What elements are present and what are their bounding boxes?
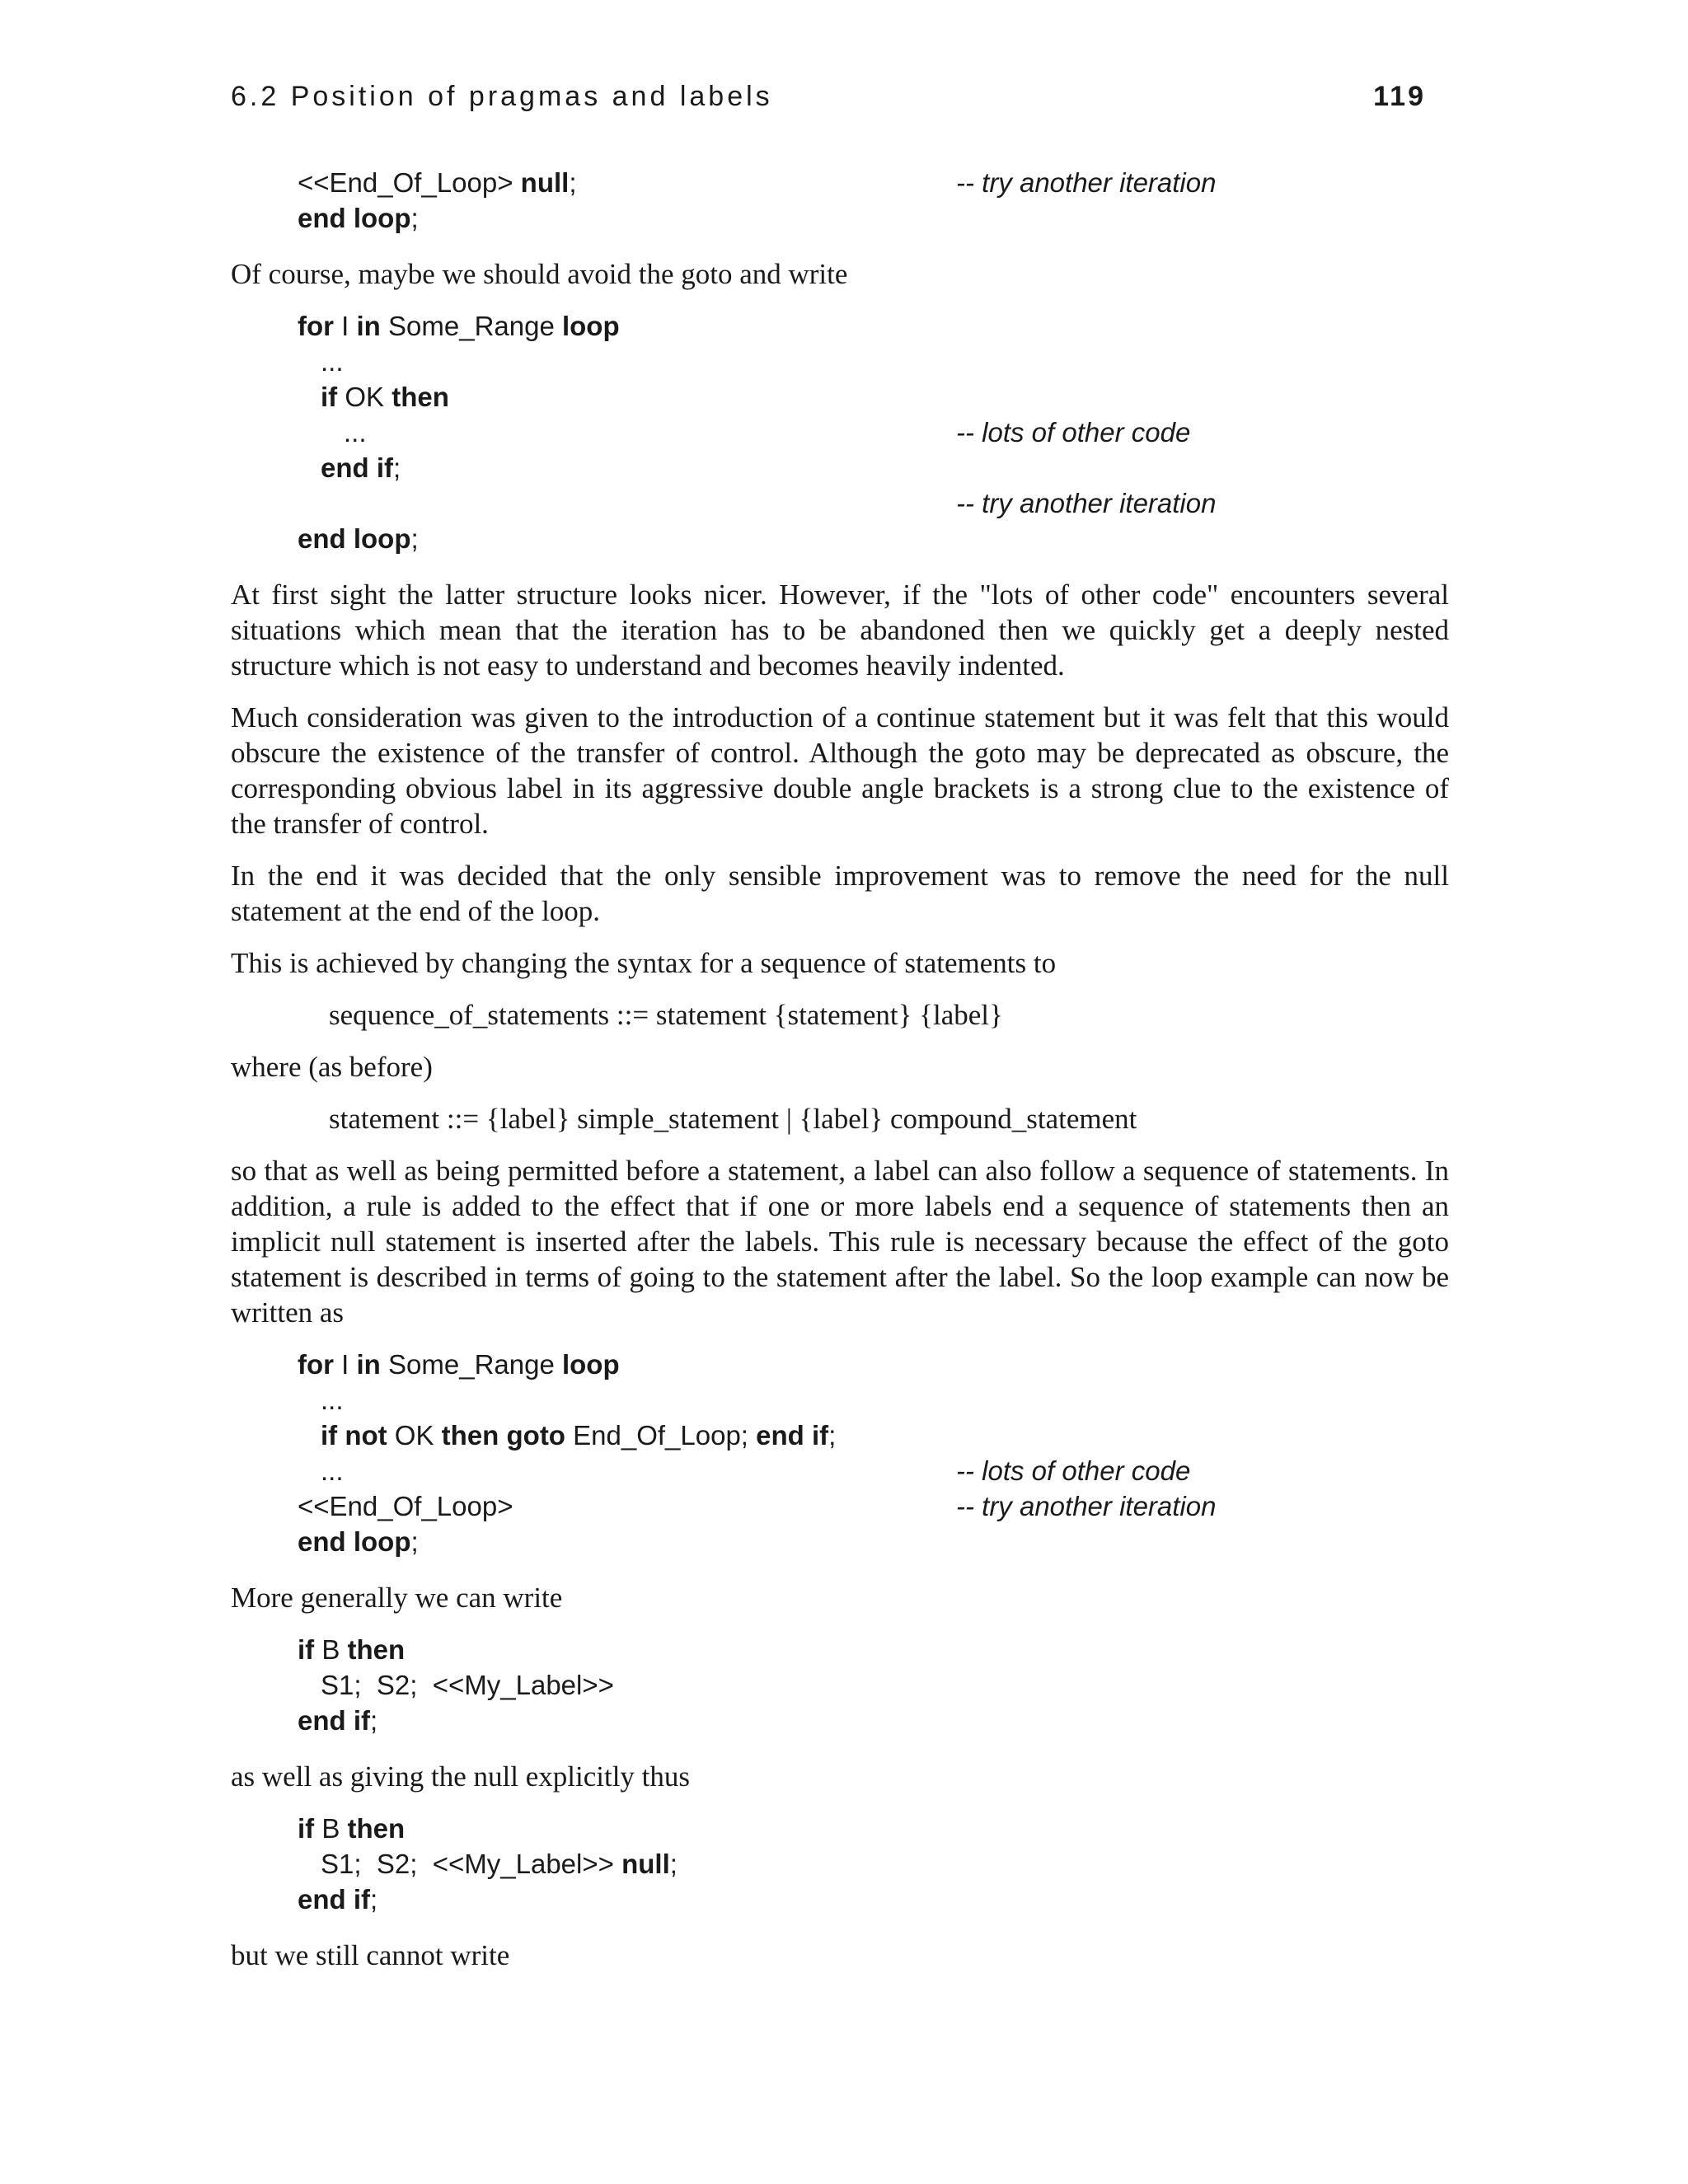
paragraph: More generally we can write	[231, 1582, 563, 1614]
syntax-rule: sequence_of_statements ::= statement {statement} {label}	[329, 999, 1003, 1031]
code-line: end loop;	[298, 1526, 419, 1557]
code-line	[298, 485, 1449, 521]
code-line: if B then	[298, 1634, 406, 1665]
code-line: end if;	[321, 452, 401, 483]
code-line: if OK then	[321, 382, 449, 412]
code-line: ...	[321, 1385, 344, 1415]
paragraph: as well as giving the null explicitly thus	[231, 1760, 691, 1793]
code-comment: -- try another iteration	[956, 1491, 1217, 1521]
code-line: if not OK then goto End_Of_Loop; end if;	[321, 1420, 837, 1451]
code-block-2	[298, 308, 1449, 556]
section-title: 6.2 Position of pragmas and labels	[231, 81, 773, 112]
page-content	[231, 165, 1449, 1990]
page-number: 119	[1373, 81, 1426, 112]
code-line: for I in Some_Range loop	[298, 1349, 620, 1380]
code-block-1	[298, 165, 1449, 236]
code-comment: -- try another iteration	[956, 488, 1217, 518]
paragraph: Of course, maybe we should avoid the goto and write	[231, 258, 848, 290]
code-line: S1; S2; <<My_Label>> null;	[321, 1849, 678, 1879]
code-line: <<End_Of_Loop> -- try another iteration	[298, 1488, 1449, 1524]
paragraph: This is achieved by changing the syntax for a sequence of statements to	[231, 947, 1057, 979]
syntax-rule: statement ::= {label} simple_statement | {label} compound_statement	[329, 1103, 1137, 1135]
code-block-5	[298, 1811, 1449, 1917]
code-line: ... -- lots of other code	[298, 415, 1449, 450]
code-block-4	[298, 1632, 1449, 1738]
paragraph: Much consideration was given to the introduction of a continue statement but it was felt that this would obscure the existence of the transfer of control. Although the goto may be deprecated as obscure, the corresponding obvious label in its aggressive double angle brackets is a strong clue to the existence of the transfer of control.	[231, 701, 1449, 840]
paragraph: so that as well as being permitted before a statement, a label can also follow a sequence of statements. In addition, a rule is added to the effect that if one or more labels end a sequence of statements then an implicit null statement is inserted after the labels. This rule is necessary because the effect of the goto statement is described in terms of going to the statement after the label. So the loop example can now be written as	[231, 1155, 1449, 1329]
paragraph: but we still cannot write	[231, 1939, 510, 1971]
code-line: end loop;	[298, 523, 419, 554]
code-line: end if;	[298, 1884, 378, 1915]
code-comment: -- lots of other code	[956, 1455, 1191, 1486]
code-line: <<End_Of_Loop> null; -- try another iteration	[298, 165, 1449, 200]
code-comment: -- lots of other code	[956, 417, 1191, 448]
code-line: end if;	[298, 1705, 378, 1736]
running-header	[231, 81, 1457, 117]
code-line: if B then	[298, 1813, 406, 1844]
code-block-3	[298, 1347, 1449, 1559]
code-line: ... -- lots of other code	[298, 1453, 1449, 1488]
code-line: ...	[321, 346, 344, 377]
code-line: for I in Some_Range loop	[298, 311, 620, 341]
code-line: S1; S2; <<My_Label>>	[321, 1670, 614, 1700]
paragraph: where (as before)	[231, 1051, 433, 1083]
paragraph: In the end it was decided that the only sensible improvement was to remove the need for the null statement at the end of the loop.	[231, 860, 1449, 927]
code-line: end loop;	[298, 203, 419, 233]
code-comment: -- try another iteration	[956, 167, 1217, 198]
paragraph: At first sight the latter structure looks nicer. However, if the "lots of other code" encounters several situations which mean that the iteration has to be abandoned then we quickly get a deeply nested structure which is not easy to understand and becomes heavily indented.	[231, 579, 1449, 682]
